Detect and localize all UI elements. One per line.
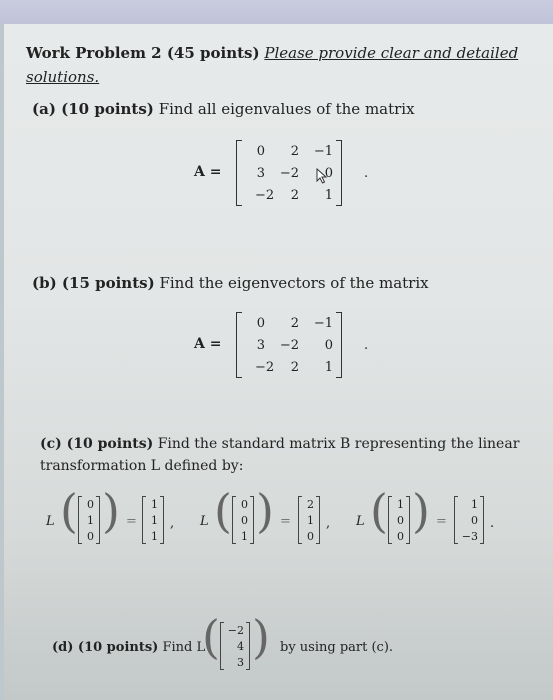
output-vector-1: [142, 496, 164, 544]
part-b-text: Find the eigenvectors of the matrix: [159, 274, 429, 292]
matrix-cell: −2: [255, 187, 275, 203]
vector-entry: 0: [307, 529, 314, 543]
equals-sign: =: [126, 514, 137, 529]
part-a-lhs: A =: [194, 164, 222, 180]
vector-entry: 0: [471, 513, 478, 527]
right-paren: ): [102, 484, 120, 538]
part-c-text-line2: transformation L defined by:: [40, 458, 244, 474]
vector-entry: 1: [87, 513, 94, 527]
vector-entry: 2: [307, 497, 314, 511]
right-paren: ): [412, 484, 430, 538]
vector-entry: 1: [307, 513, 314, 527]
input-vector-3: [388, 496, 410, 544]
part-b-lhs: A =: [194, 336, 222, 352]
matrix-cell: 2: [290, 359, 299, 375]
part-a-prompt: [32, 100, 415, 118]
part-d-label: (d) (10 points): [52, 640, 159, 655]
period: .: [490, 516, 495, 531]
matrix-cell: 2: [290, 187, 299, 203]
left-paren: (: [370, 484, 388, 538]
part-c-prompt: [40, 436, 519, 452]
matrix-cell: 1: [324, 359, 333, 375]
vector-entry: 0: [241, 513, 248, 527]
worksheet-page: [0, 24, 553, 700]
vector-entry: 0: [87, 529, 94, 543]
instruction-line1: Please provide clear and detailed: [264, 44, 519, 62]
vector-entry: 1: [151, 529, 158, 543]
top-band: [0, 0, 553, 26]
instruction-line2: solutions.: [26, 68, 100, 86]
output-vector-2: [298, 496, 320, 544]
problem-header: [26, 44, 518, 62]
vector-entry: 0: [397, 513, 404, 527]
vector-entry: 1: [397, 497, 404, 511]
vector-entry: 0: [241, 497, 248, 511]
matrix-cell: −1: [313, 315, 333, 331]
input-vector-2: [232, 496, 254, 544]
map-symbol: L: [200, 514, 209, 529]
part-c-text-line1: Find the standard matrix B representing the linear: [157, 436, 520, 452]
matrix-cell: −2: [279, 337, 299, 353]
output-vector-3: [454, 496, 484, 544]
mouse-pointer-icon: [316, 168, 328, 184]
vector-entry: −2: [227, 623, 244, 637]
matrix-cell: −1: [313, 143, 333, 159]
matrix-cell: 2: [290, 143, 299, 159]
matrix-cell: 0: [256, 143, 265, 159]
map-symbol: L: [356, 514, 365, 529]
map-symbol: L: [46, 514, 55, 529]
part-b-matrix: [236, 312, 342, 378]
part-b-period: .: [364, 338, 369, 353]
vector-entry: −3: [461, 529, 478, 543]
vector-entry: 1: [151, 497, 158, 511]
matrix-cell: 0: [324, 337, 333, 353]
part-d-suffix: by using part (c).: [280, 640, 394, 655]
matrix-cell: 3: [256, 337, 265, 353]
equals-sign: =: [280, 514, 291, 529]
equals-sign: =: [436, 514, 447, 529]
input-vector-1: [78, 496, 100, 544]
part-b-prompt: [32, 274, 429, 292]
part-c-label: (c) (10 points): [40, 436, 154, 452]
vector-entry: 0: [87, 497, 94, 511]
vector-entry: 3: [237, 655, 244, 669]
matrix-cell: 0: [256, 315, 265, 331]
vector-entry: 4: [237, 639, 244, 653]
part-b-label: (b) (15 points): [32, 274, 155, 292]
vector-entry: 0: [397, 529, 404, 543]
matrix-cell: −2: [279, 165, 299, 181]
matrix-cell: 2: [290, 315, 299, 331]
vector-entry: 1: [471, 497, 478, 511]
right-paren: ): [252, 610, 270, 664]
vector-entry: 1: [151, 513, 158, 527]
left-paren: (: [202, 610, 220, 664]
comma: ,: [170, 516, 175, 531]
matrix-cell: 1: [324, 187, 333, 203]
left-paren: (: [214, 484, 232, 538]
part-d-vector: [220, 622, 250, 670]
part-d-prompt: [52, 640, 205, 655]
part-a-text: Find all eigenvalues of the matrix: [158, 100, 415, 118]
left-paren: (: [60, 484, 78, 538]
part-a-period: .: [364, 166, 369, 181]
matrix-cell: −2: [255, 359, 275, 375]
right-paren: ): [256, 484, 274, 538]
matrix-cell: 3: [256, 165, 265, 181]
matrix-cell: 0: [324, 165, 333, 181]
problem-title: Work Problem 2 (45 points): [26, 44, 260, 62]
vector-entry: 1: [241, 529, 248, 543]
comma: ,: [326, 516, 331, 531]
part-d-text: Find L: [162, 640, 206, 655]
part-a-label: (a) (10 points): [32, 100, 154, 118]
